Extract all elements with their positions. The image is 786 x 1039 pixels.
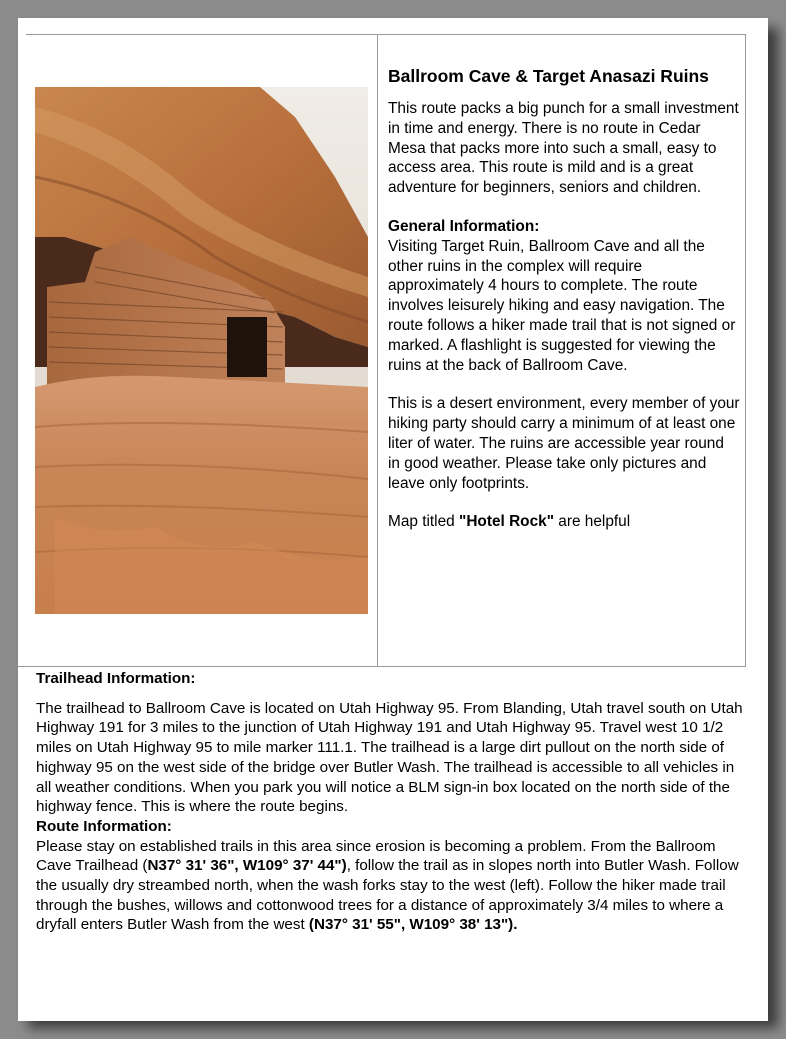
- route-text: [36, 837, 748, 936]
- table-column-divider: [377, 34, 378, 667]
- trailhead-heading: Trailhead Information:: [36, 670, 196, 687]
- trailhead-coordinates: N37° 31' 36", W109° 37' 44"): [147, 857, 347, 875]
- desert-paragraph: This is a desert environment, every member of your hiking party should carry a minimum of at least one liter of water. The ruins are accessible year round in good weather. Please take only pictures and leave only footprints.: [388, 395, 740, 492]
- cliff-dwelling-photo: [35, 87, 368, 614]
- route-text-part-2: , follow the trail as in slopes north into Butler Wash. Follow the usually dry streambed north, when the wash forks stay to the west (left). Follow the hiker made trail through the bushes, willows and cottonwood trees for a distance of approximately 3/4 miles to where a dryfall enters Butler Wash from the west: [36, 857, 739, 934]
- route-text-part-1: Please stay on established trails in this area since erosion is becoming a problem. From the Ballroom Cave Trailhead (: [36, 837, 716, 875]
- trailhead-text: The trailhead to Ballroom Cave is located on Utah Highway 95. From Blanding, Utah travel south on Utah Highway 191 for 3 miles to the junction of Utah Highway 191 and Utah Highway 95. Travel west 10 1/2 miles on Utah Highway 95 to mile marker 111.1. The trailhead is a large dirt pullout on the north side of highway 95 on the west side of the bridge over Butler Wash. The trailhead is accessible to all vehicles in all weather conditions. When you park you will notice a BLM sign-in box located on the north side of the highway fence. This is where the route begins.: [36, 699, 743, 816]
- directions-section: [36, 669, 748, 935]
- table-border-bottom: [18, 666, 746, 667]
- general-info-heading: General Information:: [388, 217, 540, 235]
- general-info-section: [388, 217, 740, 375]
- table-border-right: [745, 34, 746, 667]
- document-page: [18, 18, 768, 1021]
- spacer: [36, 689, 748, 699]
- intro-paragraph: This route packs a big punch for a small investment in time and energy. There is no route in Cedar Mesa that packs more into such a small, easy to access area. This route is mild and is a great adventure for beginners, seniors and children.: [388, 100, 739, 197]
- description-column: [388, 65, 740, 551]
- map-note: [388, 512, 740, 532]
- page-title: Ballroom Cave & Target Anasazi Ruins: [388, 66, 709, 86]
- table-border-top: [26, 34, 745, 35]
- route-heading: Route Information:: [36, 817, 172, 835]
- dryfall-coordinates: (N37° 31' 55", W109° 38' 13").: [308, 916, 518, 934]
- map-note-prefix: Map titled: [388, 513, 460, 531]
- map-note-suffix: are helpful: [554, 513, 631, 531]
- general-info-text: Visiting Target Ruin, Ballroom Cave and all the other ruins in the complex will require approximately 4 hours to complete. The route involves leisurely hiking and easy navigation. The route follows a hiker made trail that is not signed or marked. A flashlight is suggested for viewing the ruins at the back of Ballroom Cave.: [388, 237, 736, 374]
- map-name: "Hotel Rock": [459, 513, 554, 531]
